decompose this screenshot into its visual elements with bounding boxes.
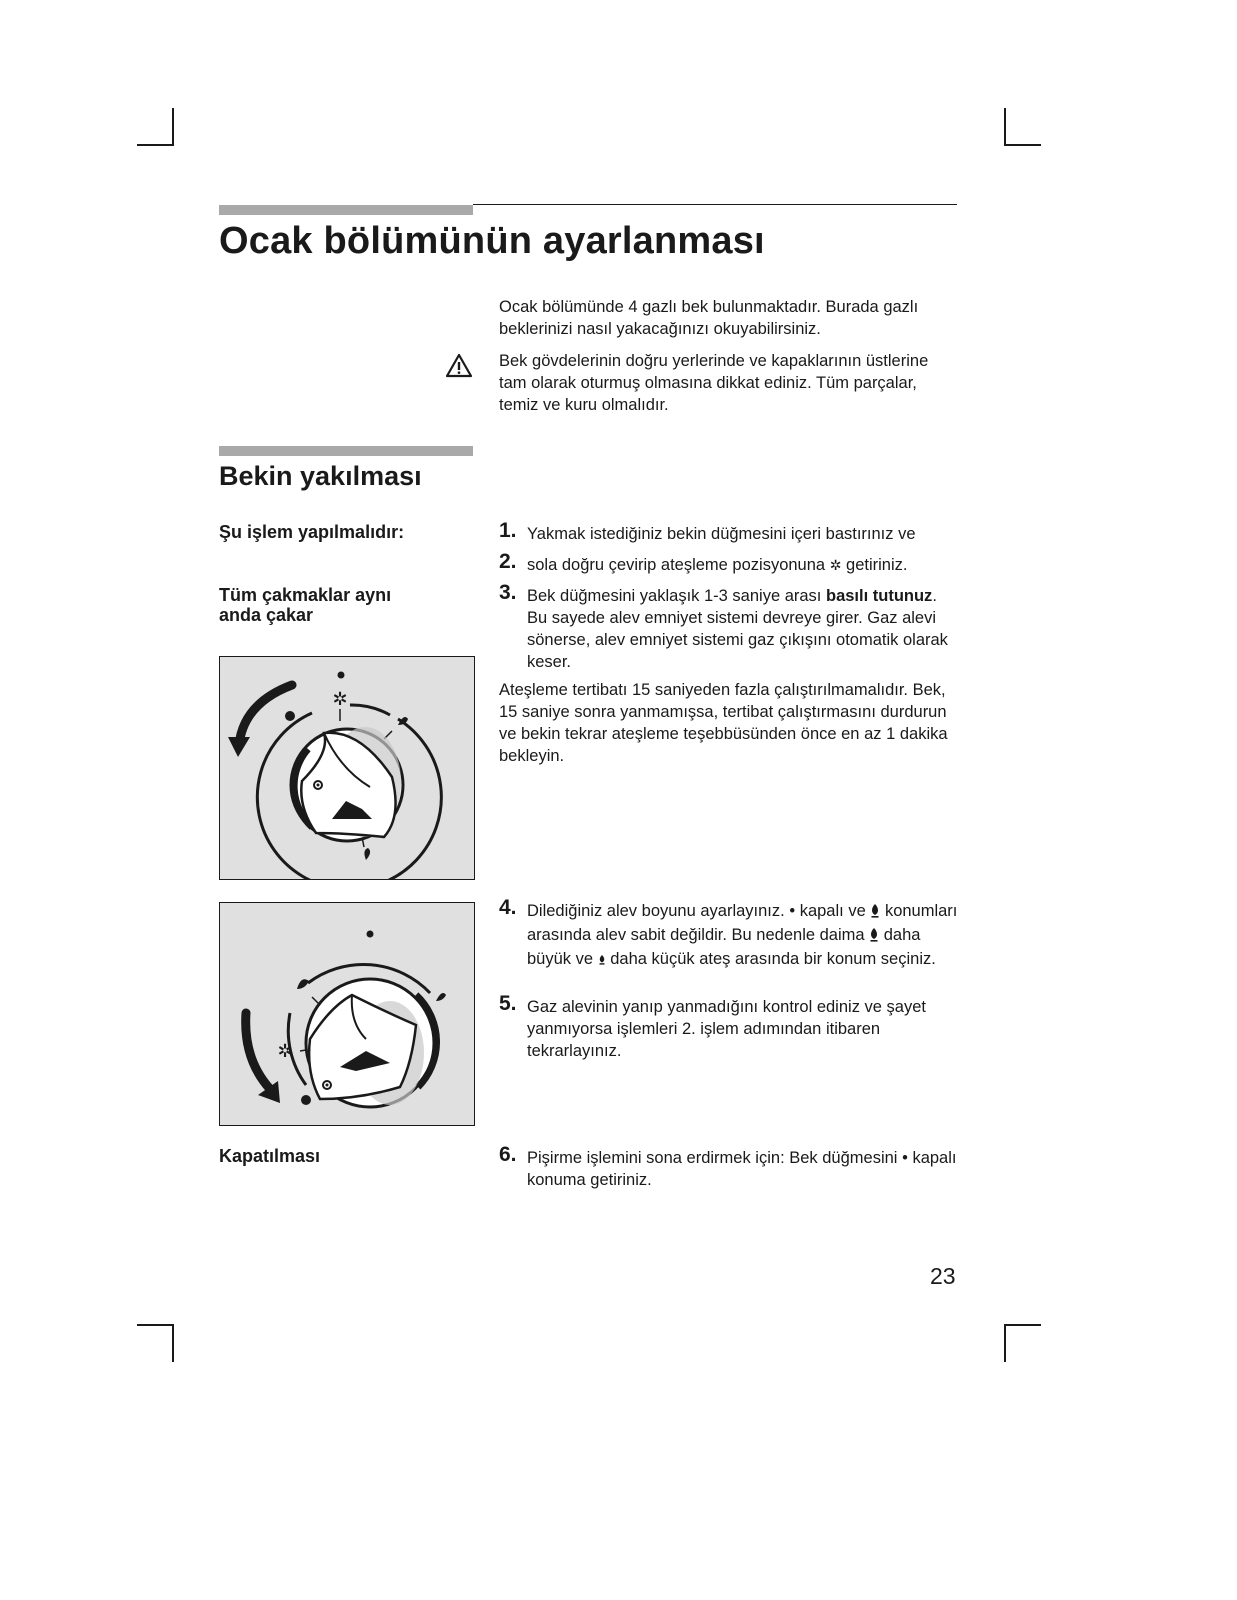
large-flame-icon (870, 902, 880, 924)
step-text: Yakmak istediğiniz bekin düğmesini içeri bastırınız ve (527, 525, 916, 543)
page-title: Ocak bölümünün ayarlanması (219, 220, 765, 262)
igniters-label: Tüm çakmaklar aynı anda çakar (219, 585, 392, 625)
title-rule (473, 204, 957, 205)
step-1 (499, 519, 959, 545)
step-6: 6. Pişirme işlemini sona erdirmek için: Bek düğmesini • kapalı konuma getiriniz. (499, 1143, 957, 1189)
step-number: 4. (499, 896, 517, 919)
crop-mark-bottom-right-h (1004, 1324, 1041, 1326)
ignition-spark-icon: ✲ (829, 557, 842, 573)
step-text: Gaz alevinin yanıp yanmadığını kontrol ediniz ve şayet yanmıyorsa işlemleri 2. işlem adımından itibaren tekrarlayınız. (527, 998, 926, 1060)
off-dot-icon: • (902, 1149, 908, 1167)
knob-flame-figure (219, 902, 475, 1126)
crop-mark-top-right-v (1004, 108, 1006, 146)
step-5 (499, 992, 959, 1062)
page-number: 23 (930, 1263, 956, 1289)
step-number: 5. (499, 992, 517, 1015)
step-number: 6. (499, 1143, 517, 1166)
section-title: Bekin yakılması (219, 461, 422, 491)
action-label: Şu işlem yapılmalıdır: (219, 522, 405, 542)
step-number: 3. (499, 581, 517, 604)
large-flame-icon (869, 926, 879, 948)
step-3: 3. Bek düğmesini yaklaşık 1-3 saniye arası basılı tutunuz. Bu sayede alev emniyet sistemi devreye girer. Gaz alevi sönerse, alev emniyet sistemi gaz çıkışını otomatik olarak keser. (499, 581, 948, 671)
crop-mark-bottom-left-v (172, 1324, 174, 1362)
small-flame-icon (598, 949, 606, 971)
section-accent-bar (219, 446, 473, 456)
crop-mark-top-left-h (137, 144, 174, 146)
warning-triangle-icon (445, 353, 473, 379)
warning-paragraph: Bek gövdelerinin doğru yerlerinde ve kapaklarının üstlerine tam olarak oturmuş olmasına dikkat ediniz. Tüm parçalar, temiz ve kuru olmalıdır. (499, 352, 929, 414)
ignition-note: Ateşleme tertibatı 15 saniyeden fazla çalıştırılmamalıdır. Bek, 15 saniye sonra yanmamışsa, tertibat çalıştırmasını durdurun ve bekin tekrar ateşleme teşebbüsünden önce en az 1 dakika bekleyin. (499, 681, 948, 765)
step-4: 4. Dilediğiniz alev boyunu ayarlayınız. • kapalı ve konumları arasında alev sabit değildir. Bu nedenle daima daha büyük ve daha küçük ateş arasında bir konum seçiniz. (499, 900, 959, 971)
svg-text:✲: ✲ (332, 689, 348, 709)
intro-paragraph: Ocak bölümünde 4 gazlı bek bulunmaktadır. Burada gazlı beklerinizi nasıl yakacağınızı okuyabilirsiniz. (499, 298, 919, 338)
step-number: 2. (499, 550, 517, 573)
crop-mark-top-right-h (1004, 144, 1041, 146)
svg-text:✲: ✲ (277, 1041, 293, 1061)
crop-mark-bottom-right-v (1004, 1324, 1006, 1362)
crop-mark-top-left-v (172, 108, 174, 146)
crop-mark-bottom-left-h (137, 1324, 174, 1326)
step-2: 2. sola doğru çevirip ateşleme pozisyonuna ✲ getiriniz. (499, 550, 908, 574)
title-accent-bar (219, 205, 473, 215)
off-dot-icon: • (789, 902, 796, 920)
knob-ignition-figure (219, 656, 475, 880)
turn-off-label: Kapatılması (219, 1146, 321, 1166)
step-number: 1. (499, 519, 517, 542)
